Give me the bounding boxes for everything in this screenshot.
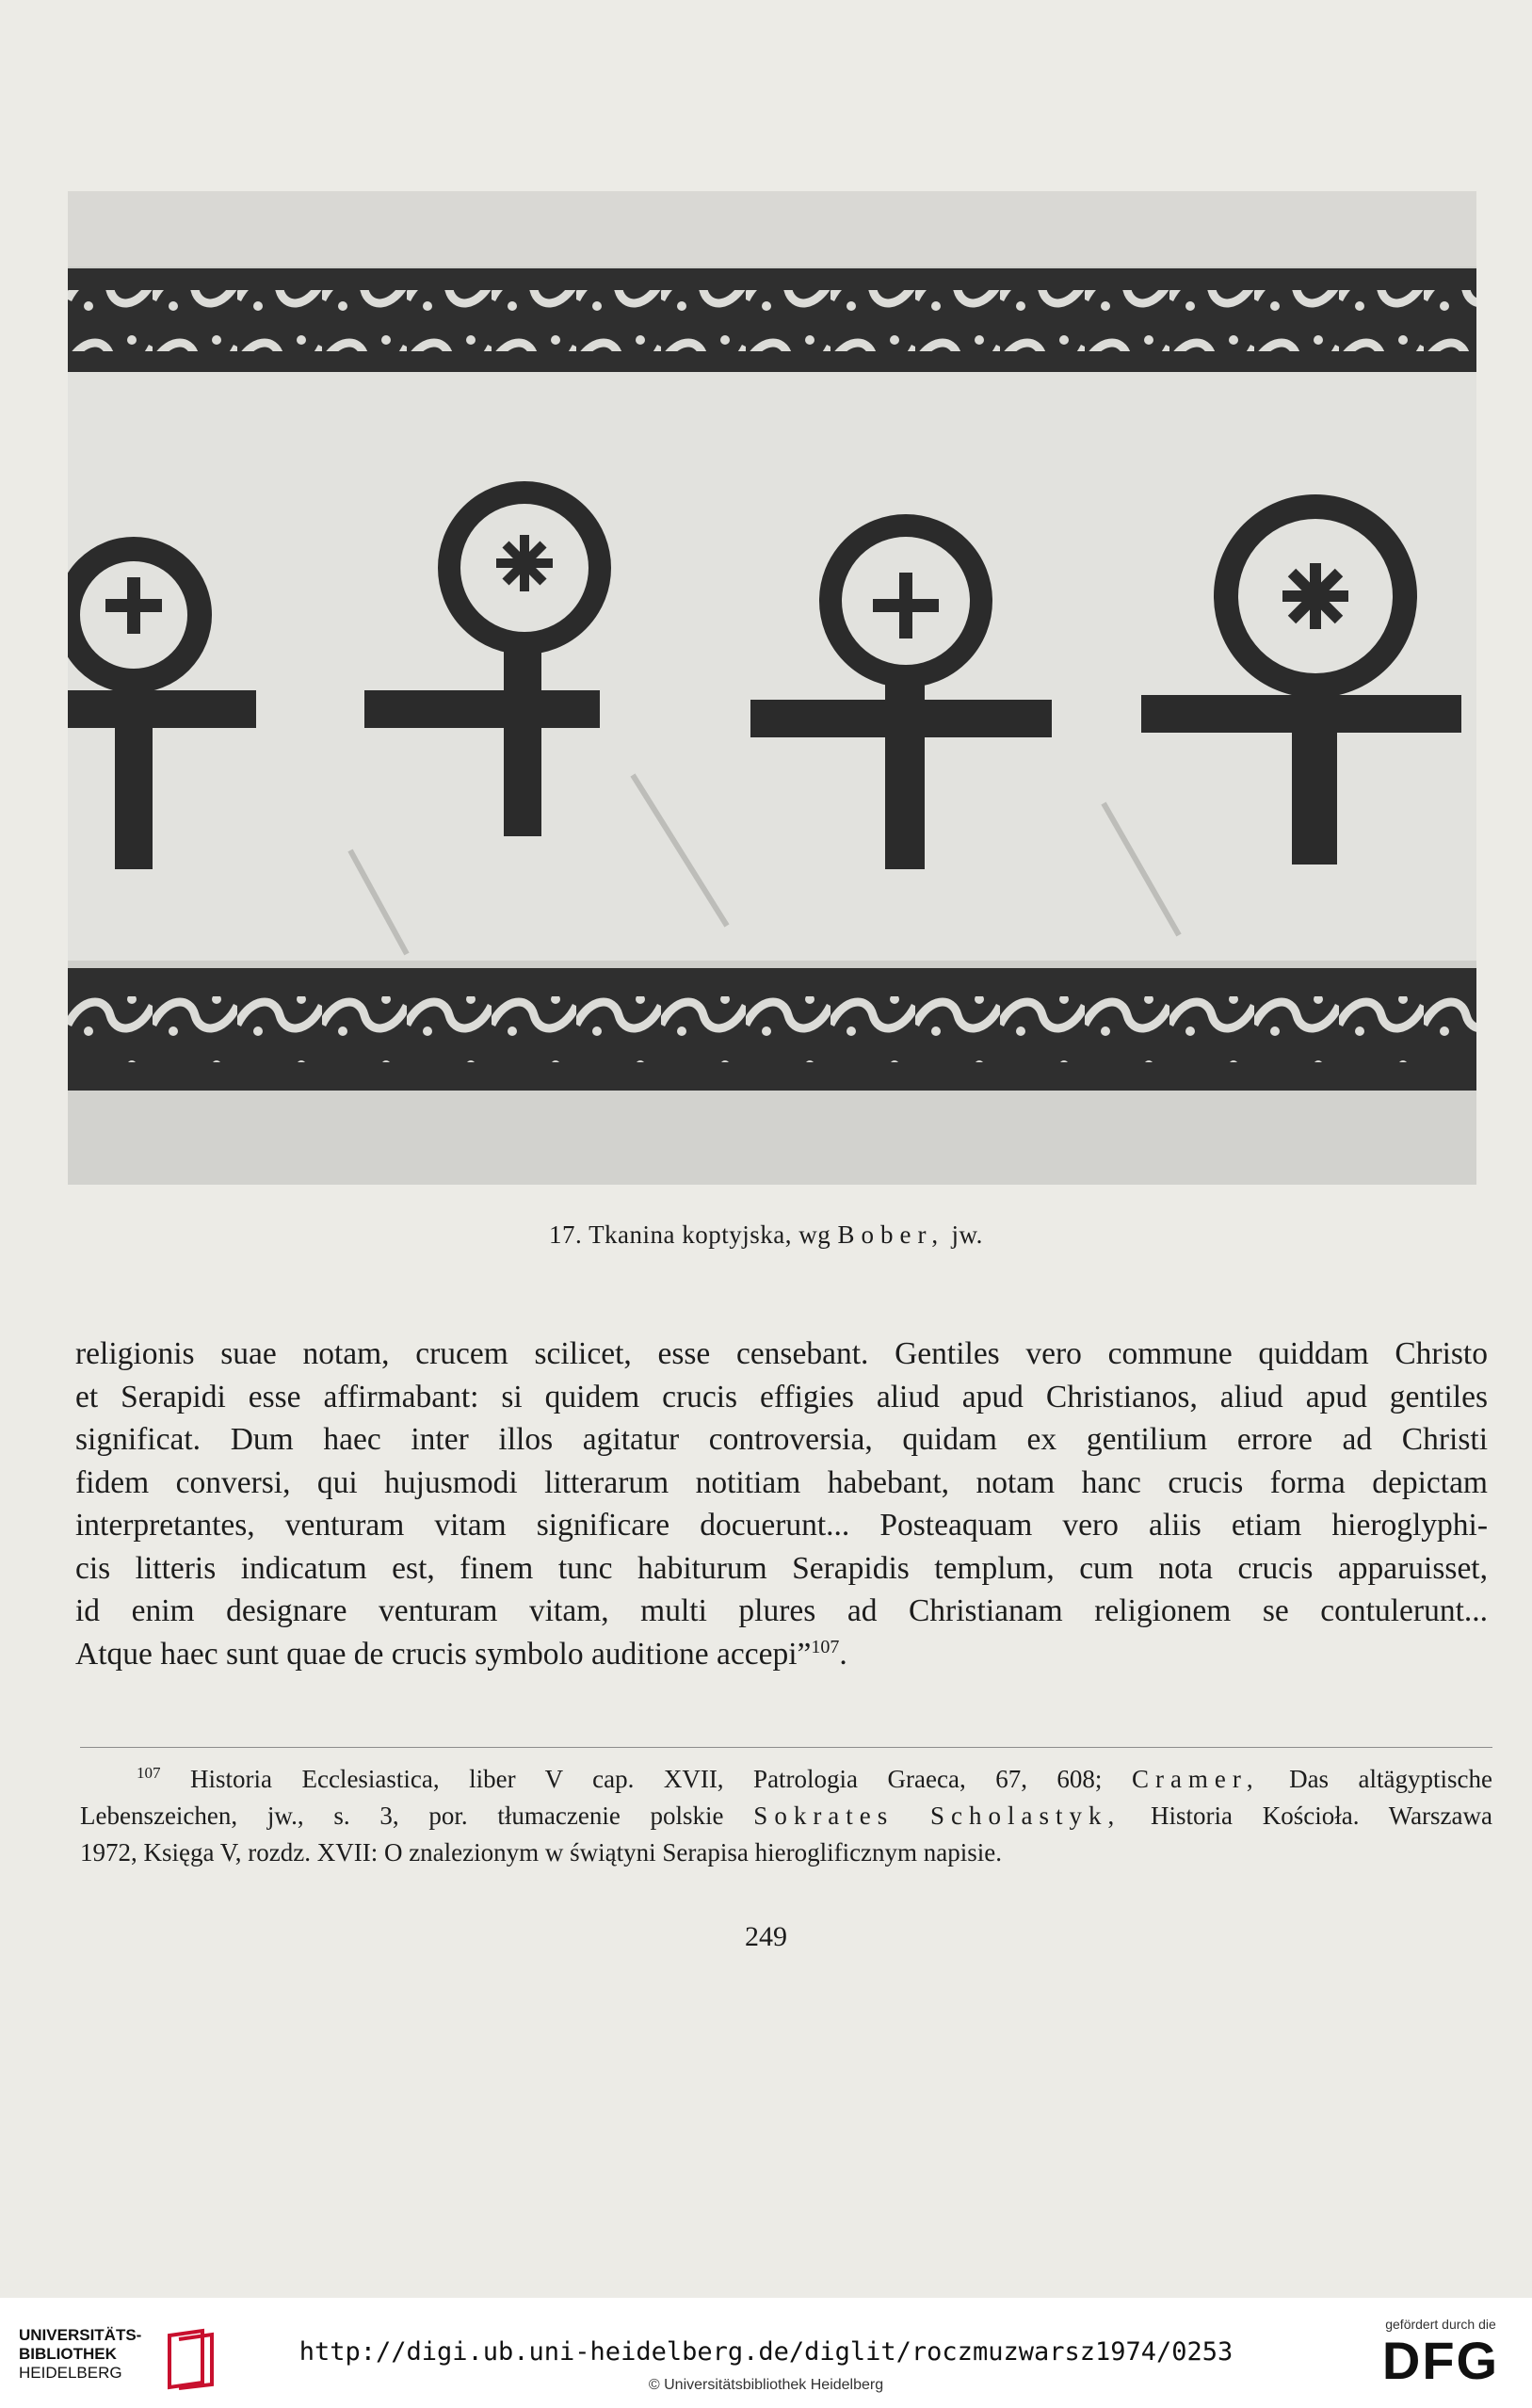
body-line: interpretantes, venturam vitam significare docuerunt... Posteaquam vero aliis etiam hieroglyphi- [75,1508,1488,1543]
footnote-text: Das altägyptische [1289,1765,1493,1793]
dfg-logo: DFG [1381,2331,1500,2390]
footnote-line [80,1798,1492,1834]
digitization-footer [0,2298,1532,2408]
footnote [80,1761,1492,1871]
library-name-line: UNIVERSITÄTS- [19,2326,142,2344]
permalink-url[interactable]: http://digi.ub.uni-heidelberg.de/diglit/roczmuzwarsz1974/0253 [298,2337,1234,2367]
footnote-reference: 107 [811,1636,840,1657]
footnote-text: Historia Kościoła. Warszawa [1151,1802,1492,1830]
caption-number: 17. [549,1220,583,1249]
page-number: 249 [745,1921,787,1952]
body-line: id enim designare venturam vitam, multi plures ad Christianam religionem se contulerunt... [75,1593,1488,1628]
footnote-text: Historia Ecclesiastica, liber V cap. XVII, Patrologia Graeca, 67, 608; [190,1765,1103,1793]
body-line: religionis suae notam, crucem scilicet, esse censebant. Gentiles vero commune quiddam Christo [75,1336,1488,1371]
library-name-line: BIBLIOTHEK [19,2345,117,2363]
body-paragraph [75,1333,1488,1675]
library-name-line: HEIDELBERG [19,2364,122,2382]
dfg-note: gefördert durch die [1385,2317,1496,2332]
footnote-number: 107 [137,1764,161,1782]
caption-author: Bober, [837,1220,945,1249]
caption-text: Tkanina koptyjska, wg [589,1220,831,1249]
body-line: et Serapidi esse affirmabant: si quidem crucis effigies aliud apud Christianos, aliud apud gentiles [75,1379,1488,1414]
footnote-divider [80,1747,1492,1748]
footnote-text: Lebenszeichen, jw., s. 3, por. tłumaczenie polskie [80,1802,724,1830]
caption-suffix: jw. [951,1220,983,1249]
body-line: significat. Dum haec inter illos agitatur controversia, quidam ex gentilium errore ad Christi [75,1422,1488,1457]
footnote-line: 1972, Księga V, rozdz. XVII: O znalezionym w świątyni Serapisa hieroglificznym napisie. [80,1838,1003,1867]
body-line-text: Atque haec sunt quae de crucis symbolo auditione accepi” [75,1636,812,1672]
footnote-line [80,1761,1492,1798]
copyright-notice: © Universitätsbibliothek Heidelberg [648,2377,884,2393]
body-line-last [75,1633,1488,1676]
body-line-suffix: . [839,1636,847,1672]
textile-illustration [68,191,1476,1185]
footnote-author: Sokrates Scholastyk, [753,1802,1121,1830]
dfg-funding-logo[interactable] [1365,2317,1516,2397]
footnote-author: Cramer, [1131,1765,1260,1793]
body-line: fidem conversi, qui hujusmodi litterarum notitiam habebant, notam hanc crucis forma depictam [75,1464,1488,1500]
body-line: cis litteris indicatum est, finem tunc habiturum Serapidis templum, cum nota crucis apparuisset, [75,1550,1488,1586]
coptic-textile-photo [68,191,1476,1185]
figure-caption [0,1220,1532,1250]
